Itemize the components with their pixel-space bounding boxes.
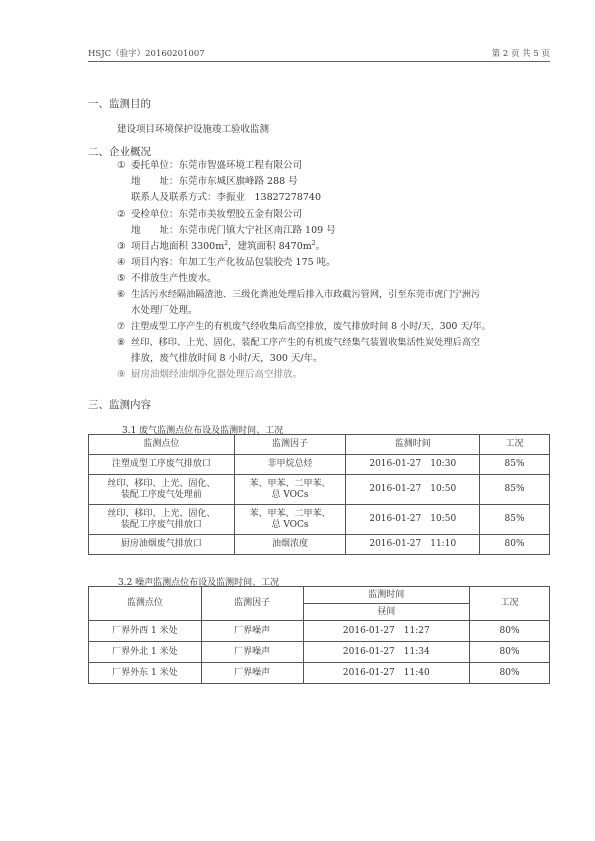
table-2-noise	[88, 586, 550, 684]
item-6-cont: 水处理厂处理。	[131, 305, 198, 316]
cell-condition: 85%	[480, 505, 550, 535]
cell-line: 装配工序废气处理前	[120, 489, 202, 500]
cell-line: 丝印、移印、上光、固化、	[107, 478, 216, 489]
cell-point: 厂界外北 1 米处	[89, 642, 202, 663]
item-3	[117, 238, 325, 252]
col-header: 工况	[470, 587, 550, 621]
table-row	[89, 475, 550, 505]
col-header: 监测因子	[201, 587, 303, 621]
cell-factor: 非甲烷总烃	[234, 455, 346, 475]
cell-time: 2016-01-27 11:10	[346, 535, 480, 555]
table-row	[89, 455, 550, 475]
item-num: ⑤	[117, 273, 126, 284]
page-header	[88, 43, 550, 61]
cell-point: 注塑成型工序废气排放口	[89, 455, 235, 475]
table-1-waste-gas	[88, 434, 550, 555]
item-num: ⑦	[117, 321, 126, 332]
table-row	[89, 535, 550, 555]
item-num: ⑥	[117, 289, 126, 300]
section-1-body: 建设项目环境保护设施竣工验收监测	[117, 124, 270, 135]
cell-time: 2016-01-27 10:50	[346, 505, 480, 535]
item-sup-1: 2	[224, 239, 229, 247]
item-text: 丝印、移印、上光、固化、装配工序产生的有机废气经集气装置收集活性炭处理后高空	[131, 337, 481, 348]
item-text: 生活污水经隔油隔渣池、三级化粪池处理后排入市政截污管网，引至东莞市虎门宁洲污	[131, 289, 481, 300]
cell-line: 总 VOCs	[271, 519, 309, 530]
cell-point: 厨房油烟废气排放口	[89, 535, 235, 555]
col-header: 监测点位	[89, 435, 235, 455]
item-5	[117, 270, 217, 284]
cell-factor: 厂界噪声	[201, 663, 303, 684]
cell-factor: 油烟浓度	[234, 535, 346, 555]
cell-condition: 80%	[470, 663, 550, 684]
cell-line: 装配工序废气排放口	[120, 519, 202, 530]
table-header-row	[89, 587, 550, 604]
cell-point	[89, 475, 235, 505]
cell-point: 厂界外西 1 米处	[89, 621, 202, 642]
item-text: 注塑成型工序产生的有机废气经收集后高空排放，废气排放时间 8 小时/天，300 天/年。	[131, 321, 491, 332]
cell-time: 2016-01-27 11:34	[303, 642, 470, 663]
cell-time: 2016-01-27 11:40	[303, 663, 470, 684]
cell-time: 2016-01-27 10:50	[346, 475, 480, 505]
col-header: 监测时间	[303, 587, 470, 604]
item-6	[117, 286, 480, 300]
item-text: 受检单位：东莞市美妆塑胶五金有限公司	[131, 209, 303, 220]
item-8-cont: 排放，废气排放时间 8 小时/天，300 天/年。	[131, 353, 323, 364]
item-8	[117, 334, 480, 348]
col-header: 监测因子	[234, 435, 346, 455]
cell-line: 苯、甲苯、二甲苯、	[249, 478, 331, 489]
cell-condition: 80%	[470, 642, 550, 663]
cell-line: 丝印、移印、上光、固化、	[107, 508, 216, 519]
section-2-title: 二、企业概况	[88, 146, 151, 158]
col-header: 工况	[480, 435, 550, 455]
item-9	[117, 366, 302, 380]
item-7	[117, 318, 491, 332]
item-text-c: 。	[315, 241, 326, 252]
section-1-title: 一、监测目的	[88, 98, 151, 110]
table-row	[89, 621, 550, 642]
item-num: ②	[117, 209, 126, 220]
cell-line: 苯、甲苯、二甲苯、	[249, 508, 331, 519]
item-text: 厨房油烟经油烟净化器处理后高空排放。	[131, 369, 303, 380]
header-divider	[88, 61, 550, 62]
item-text: 项目内容：年加工生产化妆品包装胶壳 175 吨。	[131, 257, 336, 268]
col-header: 监测时间	[346, 435, 480, 455]
table-2-caption: 3.2 噪声监测点位布设及监测时间、工况	[118, 578, 280, 588]
cell-factor: 厂界噪声	[201, 642, 303, 663]
cell-time: 2016-01-27 10:30	[346, 455, 480, 475]
item-1	[117, 157, 302, 171]
col-subheader: 昼间	[303, 604, 470, 621]
item-2	[117, 206, 302, 220]
table-header-row	[89, 435, 550, 455]
report-number: HSJC（验字）20160201007	[88, 49, 205, 59]
table-1-caption: 3.1 废气监测点位布设及监测时间、工况	[122, 426, 284, 436]
item-text: 委托单位：东莞市智盛环境工程有限公司	[131, 160, 303, 171]
table-row	[89, 505, 550, 535]
item-num: ③	[117, 241, 126, 252]
item-num: ①	[117, 160, 126, 171]
cell-factor: 厂界噪声	[201, 621, 303, 642]
item-num: ④	[117, 257, 126, 268]
item-1-contact: 联系人及联系方式：李振业 13827278740	[131, 192, 321, 203]
item-num: ⑧	[117, 337, 126, 348]
item-2-address: 地 址：东莞市虎门镇大宁社区南江路 109 号	[131, 225, 336, 236]
cell-point	[89, 505, 235, 535]
cell-time: 2016-01-27 11:27	[303, 621, 470, 642]
cell-point: 厂界外东 1 米处	[89, 663, 202, 684]
cell-factor	[234, 475, 346, 505]
item-text-b: ，建筑面积 8470m	[228, 241, 312, 252]
page-number: 第 2 页 共 5 页	[491, 49, 550, 59]
item-text: 不排放生产性废水。	[131, 273, 217, 284]
item-text-a: 项目占地面积 3300m	[131, 241, 225, 252]
table-row	[89, 663, 550, 684]
table-row	[89, 642, 550, 663]
item-num: ⑨	[117, 369, 126, 380]
cell-condition: 85%	[480, 475, 550, 505]
cell-factor	[234, 505, 346, 535]
cell-condition: 85%	[480, 455, 550, 475]
cell-condition: 80%	[480, 535, 550, 555]
item-1-address: 地 址：东莞市东城区旗峰路 288 号	[131, 176, 298, 187]
section-3-title: 三、监测内容	[88, 399, 151, 411]
item-sup-2: 2	[311, 239, 316, 247]
item-4	[117, 254, 336, 268]
cell-condition: 80%	[470, 621, 550, 642]
col-header: 监测点位	[89, 587, 202, 621]
cell-line: 总 VOCs	[271, 489, 309, 500]
